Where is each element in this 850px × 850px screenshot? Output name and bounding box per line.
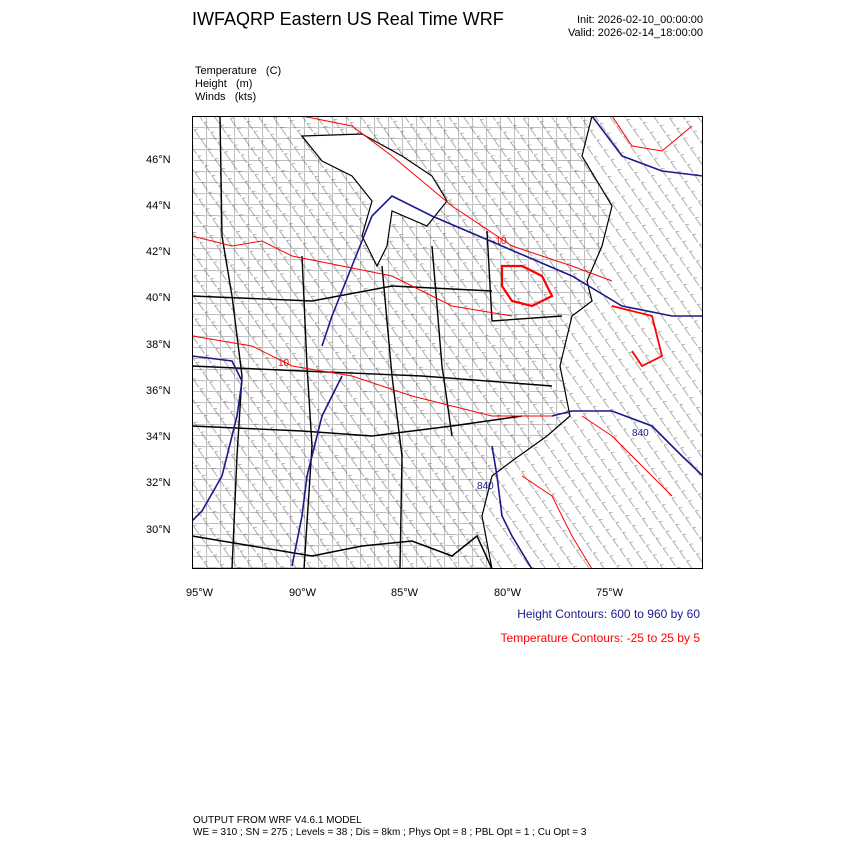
map-svg [192,116,703,569]
lon-label-75: 75°W [596,587,624,599]
lat-label-32: 32°N [146,477,171,489]
legend-winds: Winds (kts) [195,91,257,103]
temperature-contour-note: Temperature Contours: -25 to 25 by 5 [500,631,700,645]
legend-temperature: Temperature (C) [195,65,282,77]
valid-time: Valid: 2026-02-14_18:00:00 [568,27,703,39]
legend-height: Height (m) [195,78,253,90]
init-time: Init: 2026-02-10_00:00:00 [577,14,703,26]
lat-label-34: 34°N [146,431,171,443]
lat-label-38: 38°N [146,339,171,351]
lon-label-80: 80°W [494,587,522,599]
lon-label-95: 95°W [186,587,214,599]
lat-label-36: 36°N [146,385,171,397]
height-contour-note: Height Contours: 600 to 960 by 60 [517,607,700,621]
model-version: OUTPUT FROM WRF V4.6.1 MODEL [193,815,362,826]
lat-label-42: 42°N [146,246,171,258]
model-footer [193,815,586,839]
height-label-840-east: 840 [632,428,649,439]
model-config: WE = 310 ; SN = 275 ; Levels = 38 ; Dis = 8km ; Phys Opt = 8 ; PBL Opt = 1 ; Cu Opt = 3 [193,827,587,838]
height-label-840-south: 840 [477,481,494,492]
time-info [568,14,703,40]
lon-label-90: 90°W [289,587,317,599]
field-legend [195,65,281,104]
temp-label-10: 10 [278,358,290,369]
lat-label-30: 30°N [146,524,171,536]
lat-label-40: 40°N [146,292,171,304]
weather-map [192,116,703,569]
map-title: IWFAQRP Eastern US Real Time WRF [192,9,504,29]
lat-label-46: 46°N [146,154,171,166]
lat-label-44: 44°N [146,200,171,212]
temp-label-neg10: -10 [492,236,507,247]
lon-label-85: 85°W [391,587,419,599]
